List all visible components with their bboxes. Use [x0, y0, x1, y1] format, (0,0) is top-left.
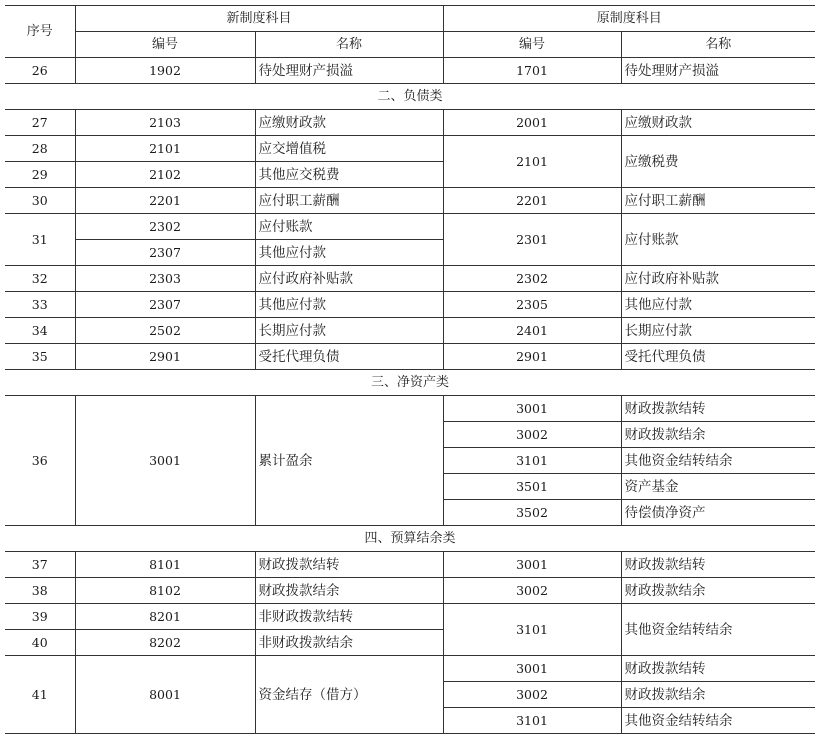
new-code-cell: 2302: [75, 214, 255, 240]
old-name-cell: 应缴税费: [621, 136, 815, 188]
seq-cell: 34: [5, 318, 75, 344]
old-name-cell: 待偿债净资产: [621, 500, 815, 526]
new-name-cell: 长期应付款: [255, 318, 443, 344]
new-name-cell: 其他应付款: [255, 292, 443, 318]
new-name-cell: 累计盈余: [255, 396, 443, 526]
table-header: [5, 6, 815, 58]
new-code-header: 编号: [75, 32, 255, 58]
table-row: [5, 136, 815, 162]
new-name-cell: 应交增值税: [255, 136, 443, 162]
section-title-liabilities: 二、负债类: [5, 84, 815, 110]
old-name-cell: 财政拨款结转: [621, 656, 815, 682]
old-name-cell: 其他应付款: [621, 292, 815, 318]
new-code-cell: 2201: [75, 188, 255, 214]
table-row: [5, 188, 815, 214]
table-row: [5, 604, 815, 630]
table-row: [5, 266, 815, 292]
table-row: [5, 318, 815, 344]
new-name-cell: 应付账款: [255, 214, 443, 240]
new-name-cell: 财政拨款结余: [255, 578, 443, 604]
new-code-cell: 2901: [75, 344, 255, 370]
new-code-cell: 8101: [75, 552, 255, 578]
new-code-cell: 3001: [75, 396, 255, 526]
new-name-cell: 非财政拨款结转: [255, 604, 443, 630]
new-name-cell: 非财政拨款结余: [255, 630, 443, 656]
old-code-cell: 2301: [443, 214, 621, 266]
new-code-cell: 2307: [75, 240, 255, 266]
seq-cell: 40: [5, 630, 75, 656]
new-code-cell: 2101: [75, 136, 255, 162]
old-code-cell: 3502: [443, 500, 621, 526]
table-row: [5, 58, 815, 84]
old-code-cell: 2001: [443, 110, 621, 136]
new-name-cell: 其他应付款: [255, 240, 443, 266]
new-code-cell: 2307: [75, 292, 255, 318]
old-code-cell: 2101: [443, 136, 621, 188]
seq-cell: 32: [5, 266, 75, 292]
old-code-cell: 3002: [443, 422, 621, 448]
seq-cell: 37: [5, 552, 75, 578]
old-name-cell: 待处理财产损溢: [621, 58, 815, 84]
section-title-budget: 四、预算结余类: [5, 526, 815, 552]
seq-cell: 39: [5, 604, 75, 630]
new-name-cell: 待处理财产损溢: [255, 58, 443, 84]
old-name-cell: 应付职工薪酬: [621, 188, 815, 214]
old-name-cell: 资产基金: [621, 474, 815, 500]
old-code-cell: 3002: [443, 682, 621, 708]
account-mapping-table: [5, 5, 815, 734]
section-row: [5, 370, 815, 396]
new-code-cell: 2102: [75, 162, 255, 188]
seq-cell: 36: [5, 396, 75, 526]
old-name-cell: 财政拨款结余: [621, 578, 815, 604]
table-row: [5, 396, 815, 422]
table-row: [5, 656, 815, 682]
new-code-cell: 8102: [75, 578, 255, 604]
seq-cell: 26: [5, 58, 75, 84]
old-code-cell: 3101: [443, 448, 621, 474]
old-code-cell: 3002: [443, 578, 621, 604]
new-name-cell: 其他应交税费: [255, 162, 443, 188]
old-name-cell: 其他资金结转结余: [621, 604, 815, 656]
seq-cell: 33: [5, 292, 75, 318]
old-name-cell: 财政拨款结转: [621, 396, 815, 422]
new-name-cell: 资金结存（借方）: [255, 656, 443, 734]
seq-cell: 38: [5, 578, 75, 604]
old-name-cell: 应付政府补贴款: [621, 266, 815, 292]
account-mapping-table-container: [5, 5, 815, 734]
seq-cell: 28: [5, 136, 75, 162]
new-code-cell: 2502: [75, 318, 255, 344]
seq-cell: 27: [5, 110, 75, 136]
section-title-net-assets: 三、净资产类: [5, 370, 815, 396]
new-system-header: 新制度科目: [75, 6, 443, 32]
new-name-cell: 应缴财政款: [255, 110, 443, 136]
old-name-cell: 受托代理负债: [621, 344, 815, 370]
old-name-cell: 财政拨款结余: [621, 682, 815, 708]
old-name-header: 名称: [621, 32, 815, 58]
new-code-cell: 8201: [75, 604, 255, 630]
new-name-cell: 财政拨款结转: [255, 552, 443, 578]
old-code-cell: 2901: [443, 344, 621, 370]
table-row: [5, 344, 815, 370]
table-row: [5, 110, 815, 136]
new-name-cell: 受托代理负债: [255, 344, 443, 370]
table-body: [5, 58, 815, 734]
seq-cell: 41: [5, 656, 75, 734]
table-row: [5, 214, 815, 240]
old-name-cell: 其他资金结转结余: [621, 448, 815, 474]
seq-header: 序号: [5, 6, 75, 58]
new-name-cell: 应付政府补贴款: [255, 266, 443, 292]
old-name-cell: 长期应付款: [621, 318, 815, 344]
table-row: [5, 292, 815, 318]
old-code-cell: 2305: [443, 292, 621, 318]
seq-cell: 30: [5, 188, 75, 214]
section-row: [5, 526, 815, 552]
old-name-cell: 财政拨款结转: [621, 552, 815, 578]
new-name-header: 名称: [255, 32, 443, 58]
old-system-header: 原制度科目: [443, 6, 815, 32]
new-code-cell: 8202: [75, 630, 255, 656]
old-name-cell: 财政拨款结余: [621, 422, 815, 448]
seq-cell: 29: [5, 162, 75, 188]
old-code-cell: 3501: [443, 474, 621, 500]
new-code-cell: 1902: [75, 58, 255, 84]
old-code-cell: 3001: [443, 396, 621, 422]
old-code-cell: 3101: [443, 708, 621, 734]
table-row: [5, 578, 815, 604]
table-row: [5, 552, 815, 578]
old-code-cell: 2302: [443, 266, 621, 292]
old-code-cell: 2401: [443, 318, 621, 344]
old-code-cell: 3101: [443, 604, 621, 656]
new-code-cell: 8001: [75, 656, 255, 734]
old-code-cell: 2201: [443, 188, 621, 214]
seq-cell: 31: [5, 214, 75, 266]
old-name-cell: 应缴财政款: [621, 110, 815, 136]
new-code-cell: 2103: [75, 110, 255, 136]
old-code-header: 编号: [443, 32, 621, 58]
seq-cell: 35: [5, 344, 75, 370]
section-row: [5, 84, 815, 110]
old-code-cell: 3001: [443, 552, 621, 578]
old-name-cell: 其他资金结转结余: [621, 708, 815, 734]
new-code-cell: 2303: [75, 266, 255, 292]
old-name-cell: 应付账款: [621, 214, 815, 266]
old-code-cell: 1701: [443, 58, 621, 84]
new-name-cell: 应付职工薪酬: [255, 188, 443, 214]
old-code-cell: 3001: [443, 656, 621, 682]
